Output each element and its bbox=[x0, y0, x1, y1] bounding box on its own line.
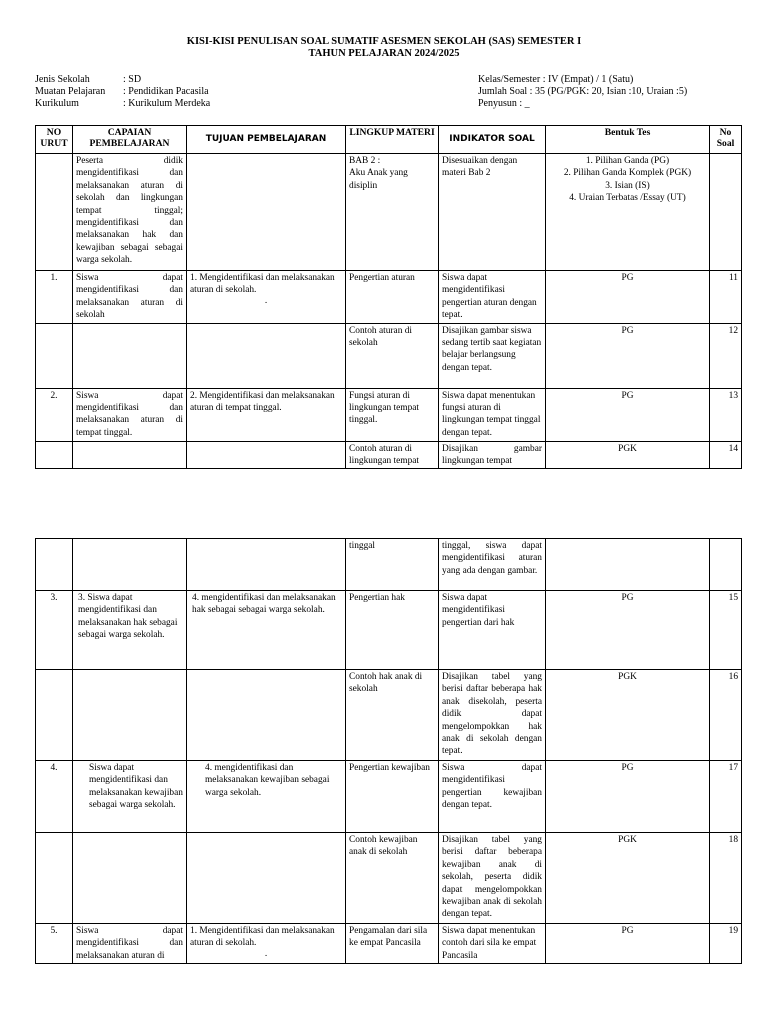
cell-tujuan: 4. mengidentifikasi dan melaksanakan kewajiban sebagai warga sekolah. bbox=[187, 761, 346, 833]
meta-label: Muatan Pelajaran bbox=[35, 86, 106, 97]
list-item: 4. Uraian Terbatas /Essay (UT) bbox=[569, 193, 686, 204]
cell-no bbox=[36, 441, 73, 469]
cell-lingkup: Contoh hak anak di sekolah bbox=[346, 670, 439, 761]
cell-lingkup: Contoh aturan di sekolah bbox=[346, 323, 439, 388]
cell-lingkup: Contoh kewajiban anak di sekolah bbox=[346, 833, 439, 924]
cell-indikator: Siswa dapat menentukan fungsi aturan di lingkungan tempat tinggal dengan tepat. bbox=[439, 388, 546, 441]
cell-tujuan bbox=[187, 924, 346, 964]
cell-bentuk: PG bbox=[546, 388, 710, 441]
cell-tujuan bbox=[187, 271, 346, 324]
meta-label: Kelas/Semester bbox=[478, 74, 541, 85]
meta-value: : SD bbox=[123, 74, 142, 85]
meta-row bbox=[35, 98, 210, 110]
table-row bbox=[36, 833, 742, 924]
meta-value: : 35 (PG/PGK: 20, Isian :10, Uraian :5) bbox=[527, 86, 688, 97]
list-item: 2. Pilihan Ganda Komplek (PGK) bbox=[563, 168, 692, 179]
cell-bentuk: PG bbox=[546, 591, 710, 670]
header-bentuk: Bentuk Tes bbox=[546, 126, 710, 154]
table-row bbox=[36, 154, 742, 271]
cell-indikator: Siswa dapat mengidentifikasi pengertian dari hak bbox=[439, 591, 546, 670]
meta-value: : Kurikulum Merdeka bbox=[123, 98, 211, 109]
cell-lingkup: Pengertian hak bbox=[346, 591, 439, 670]
tujuan-dot: . bbox=[264, 295, 268, 306]
cell-capaian bbox=[73, 833, 187, 924]
meta-label: Jenis Sekolah bbox=[35, 74, 90, 85]
meta-value: : Pendidikan Pacasila bbox=[123, 86, 209, 97]
cell-capaian: Siswa dapat mengidentifikasi dan melaksanakan aturan di tempat tinggal. bbox=[73, 388, 187, 441]
cell-no bbox=[36, 323, 73, 388]
cell-capaian bbox=[73, 539, 187, 591]
cell-tujuan bbox=[187, 539, 346, 591]
meta-value: : IV (Empat) / 1 (Satu) bbox=[540, 74, 634, 85]
cell-bentuk: PGK bbox=[546, 441, 710, 469]
meta-row bbox=[478, 74, 687, 86]
meta-row bbox=[478, 98, 687, 110]
meta-row bbox=[35, 86, 210, 98]
cell-tujuan bbox=[187, 670, 346, 761]
cell-tujuan bbox=[187, 323, 346, 388]
cell-no: 1. bbox=[36, 271, 73, 324]
cell-bentuk: PG bbox=[546, 761, 710, 833]
blueprint-table-page1 bbox=[35, 125, 742, 469]
cell-no-soal: 13 bbox=[710, 388, 742, 441]
cell-no: 2. bbox=[36, 388, 73, 441]
cell-no-soal: 15 bbox=[710, 591, 742, 670]
cell-indikator: Siswa dapat mengidentifikasi pengertian aturan dengan tepat. bbox=[439, 271, 546, 324]
cell-bentuk bbox=[546, 539, 710, 591]
test-form-list bbox=[549, 155, 706, 205]
meta-right bbox=[478, 74, 687, 110]
cell-bentuk: PG bbox=[546, 271, 710, 324]
cell-lingkup: Contoh aturan di lingkungan tempat bbox=[346, 441, 439, 469]
table-row bbox=[36, 761, 742, 833]
cell-tujuan bbox=[187, 441, 346, 469]
table-row bbox=[36, 323, 742, 388]
cell-no-soal bbox=[710, 539, 742, 591]
tujuan-text: 1. Mengidentifikasi dan melaksanakan aturan di sekolah. bbox=[190, 273, 335, 296]
cell-lingkup: tinggal bbox=[346, 539, 439, 591]
meta-row bbox=[35, 74, 210, 86]
cell-capaian: Siswa dapat mengidentifikasi dan melaksanakan kewajiban sebagai warga sekolah. bbox=[73, 761, 187, 833]
cell-bentuk: PG bbox=[546, 323, 710, 388]
cell-no-soal: 17 bbox=[710, 761, 742, 833]
blueprint-table-page2 bbox=[35, 538, 742, 964]
header-no-soal: No Soal bbox=[710, 126, 742, 154]
cell-no: 5. bbox=[36, 924, 73, 964]
document-subtitle: TAHUN PELAJARAN 2024/2025 bbox=[308, 48, 460, 59]
cell-no bbox=[36, 833, 73, 924]
meta-label: Penyusun bbox=[478, 98, 517, 109]
cell-indikator: Disajikan tabel yang berisi daftar beberapa kewajiban anak di sekolah, peserta didik dapat mengelompokkan kewajiban anak di sekolah dengan tepat. bbox=[439, 833, 546, 924]
cell-tujuan: 2. Mengidentifikasi dan melaksanakan aturan di tempat tinggal. bbox=[187, 388, 346, 441]
cell-bentuk bbox=[546, 154, 710, 271]
cell-lingkup bbox=[346, 154, 439, 271]
header-indikator: INDIKATOR SOAL bbox=[439, 126, 546, 154]
tujuan-text: 1. Mengidentifikasi dan melaksanakan aturan di sekolah. bbox=[190, 926, 335, 949]
list-item: 1. Pilihan Ganda (PG) bbox=[585, 156, 670, 166]
table-row bbox=[36, 388, 742, 441]
cell-no-soal: 18 bbox=[710, 833, 742, 924]
table-row bbox=[36, 591, 742, 670]
cell-bentuk: PGK bbox=[546, 670, 710, 761]
cell-tujuan: 4. mengidentifikasi dan melaksanakan hak sebagai sebagai warga sekolah. bbox=[187, 591, 346, 670]
cell-capaian: Peserta didik mengidentifikasi dan melaksanakan aturan di sekolah dan lingkungan tempat tinggal; mengidentifikasi dan melaksanakan hak dan kewajiban sebagai sebagai warga sekolah. bbox=[73, 154, 187, 271]
cell-tujuan bbox=[187, 154, 346, 271]
cell-indikator: Siswa dapat menentukan contoh dari sila ke empat Pancasila bbox=[439, 924, 546, 964]
chapter-title: Aku Anak yang disiplin bbox=[349, 168, 408, 191]
table-row bbox=[36, 271, 742, 324]
list-item: 3. Isian (IS) bbox=[605, 180, 650, 191]
cell-capaian: Siswa dapat mengidentifikasi dan melaksanakan aturan di sekolah bbox=[73, 271, 187, 324]
header-lingkup: LINGKUP MATERI bbox=[346, 126, 439, 154]
cell-no: 4. bbox=[36, 761, 73, 833]
header-tujuan: TUJUAN PEMBELAJARAN bbox=[187, 126, 346, 154]
table-row bbox=[36, 670, 742, 761]
cell-no bbox=[36, 539, 73, 591]
tujuan-dot: . bbox=[264, 948, 268, 959]
cell-indikator: Disajikan tabel yang berisi daftar beberapa hak anak disekolah, peserta didik dapat mengelompokkan hak anak di sekolah dengan tepat. bbox=[439, 670, 546, 761]
header-capaian: CAPAIAN PEMBELAJARAN bbox=[73, 126, 187, 154]
cell-indikator: Siswa dapat mengidentifikasi pengertian kewajiban dengan tepat. bbox=[439, 761, 546, 833]
chapter-label: BAB 2 : bbox=[349, 156, 381, 166]
cell-capaian bbox=[73, 323, 187, 388]
cell-capaian: 3. Siswa dapat mengidentifikasi dan melaksanakan hak sebagai sebagai warga sekolah. bbox=[73, 591, 187, 670]
cell-lingkup: Pengertian aturan bbox=[346, 271, 439, 324]
cell-indikator: Disajikan gambar lingkungan tempat bbox=[439, 441, 546, 469]
table-row bbox=[36, 539, 742, 591]
cell-no-soal: 11 bbox=[710, 271, 742, 324]
cell-tujuan bbox=[187, 833, 346, 924]
meta-row bbox=[478, 86, 687, 98]
cell-no-soal bbox=[710, 154, 742, 271]
cell-no-soal: 14 bbox=[710, 441, 742, 469]
cell-no-soal: 19 bbox=[710, 924, 742, 964]
document-title: KISI-KISI PENULISAN SOAL SUMATIF ASESMEN SEKOLAH (SAS) SEMESTER I bbox=[186, 36, 582, 47]
cell-no-soal: 16 bbox=[710, 670, 742, 761]
cell-indikator: tinggal, siswa dapat mengidentifikasi aturan yang ada dengan gambar. bbox=[439, 539, 546, 591]
cell-no bbox=[36, 154, 73, 271]
meta-left bbox=[35, 74, 210, 110]
cell-capaian bbox=[73, 441, 187, 469]
cell-no bbox=[36, 670, 73, 761]
cell-bentuk: PGK bbox=[546, 833, 710, 924]
header-no-urut: NO URUT bbox=[36, 126, 73, 154]
cell-no-soal: 12 bbox=[710, 323, 742, 388]
table-row bbox=[36, 924, 742, 964]
meta-label: Kurikulum bbox=[35, 98, 79, 109]
cell-indikator: Disesuaikan dengan materi Bab 2 bbox=[439, 154, 546, 271]
cell-capaian: Siswa dapat mengidentifikasi dan melaksanakan aturan di bbox=[73, 924, 187, 964]
meta-value: : _ bbox=[516, 98, 530, 109]
table-row bbox=[36, 441, 742, 469]
cell-capaian bbox=[73, 670, 187, 761]
cell-lingkup: Pengamalan dari sila ke empat Pancasila bbox=[346, 924, 439, 964]
cell-lingkup: Pengertian kewajiban bbox=[346, 761, 439, 833]
meta-label: Jumlah Soal bbox=[478, 86, 528, 97]
cell-indikator: Disajikan gambar siswa sedang tertib saat kegiatan belajar berlangsung dengan tepat. bbox=[439, 323, 546, 388]
cell-no: 3. bbox=[36, 591, 73, 670]
cell-bentuk: PG bbox=[546, 924, 710, 964]
cell-lingkup: Fungsi aturan di lingkungan tempat tinggal. bbox=[346, 388, 439, 441]
table-header-row bbox=[36, 126, 742, 154]
